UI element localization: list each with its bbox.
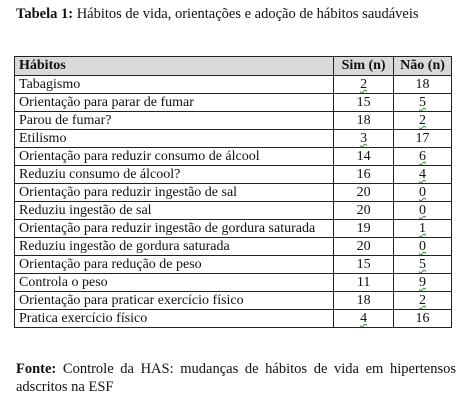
nao-cell — [394, 112, 452, 130]
caption-label: Tabela 1: — [16, 6, 74, 22]
sim-value: 2 — [360, 77, 368, 92]
habit-cell: Parou de fumar? — [15, 112, 334, 130]
nao-cell — [394, 220, 452, 238]
nao-cell: 18 — [394, 76, 452, 94]
sim-value: 4 — [360, 311, 368, 326]
nao-cell — [394, 238, 452, 256]
header-habitos: Hábitos — [15, 57, 334, 76]
sim-value: 3 — [360, 131, 368, 146]
nao-cell — [394, 184, 452, 202]
nao-cell — [394, 292, 452, 310]
nao-value: 2 — [419, 113, 427, 128]
nao-value: 1 — [419, 221, 427, 236]
habit-cell: Etilismo — [15, 130, 334, 148]
nao-value: 2 — [419, 293, 427, 308]
table-row — [15, 112, 452, 130]
sim-cell: 20 — [334, 202, 394, 220]
table-row — [15, 130, 452, 148]
table-row — [15, 166, 452, 184]
table-row — [15, 256, 452, 274]
habit-cell: Reduziu ingestão de gordura saturada — [15, 238, 334, 256]
habit-cell: Orientação para redução de peso — [15, 256, 334, 274]
nao-value: 5 — [419, 95, 427, 110]
sim-cell — [334, 76, 394, 94]
habit-cell: Orientação para reduzir consumo de álcool — [15, 148, 334, 166]
nao-cell — [394, 274, 452, 292]
nao-cell — [394, 166, 452, 184]
sim-cell: 20 — [334, 238, 394, 256]
sim-cell: 14 — [334, 148, 394, 166]
habit-cell: Reduziu ingestão de sal — [15, 202, 334, 220]
caption-text: Hábitos de vida, orientações e adoção de hábitos saudáveis — [73, 6, 419, 22]
habit-cell: Orientação para reduzir ingestão de sal — [15, 184, 334, 202]
nao-cell — [394, 256, 452, 274]
nao-cell — [394, 148, 452, 166]
sim-cell: 16 — [334, 166, 394, 184]
table-row — [15, 202, 452, 220]
nao-value: 5 — [419, 257, 427, 272]
habits-table — [14, 56, 452, 328]
habit-cell: Orientação para praticar exercício físico — [15, 292, 334, 310]
nao-cell: 16 — [394, 310, 452, 328]
source-label: Fonte: — [16, 361, 57, 377]
habit-cell: Orientação para parar de fumar — [15, 94, 334, 112]
habit-cell: Orientação para reduzir ingestão de gordura saturada — [15, 220, 334, 238]
table-row — [15, 292, 452, 310]
table-caption — [16, 6, 419, 23]
nao-cell — [394, 202, 452, 220]
header-nao: Não (n) — [394, 57, 452, 76]
habit-cell: Controla o peso — [15, 274, 334, 292]
nao-cell — [394, 94, 452, 112]
sim-cell: 15 — [334, 94, 394, 112]
sim-cell: 15 — [334, 256, 394, 274]
habit-cell: Tabagismo — [15, 76, 334, 94]
header-sim: Sim (n) — [334, 57, 394, 76]
sim-cell — [334, 310, 394, 328]
table-row — [15, 274, 452, 292]
nao-value: 0 — [419, 185, 427, 200]
nao-value: 0 — [419, 203, 427, 218]
nao-value: 6 — [419, 149, 427, 164]
nao-value: 9 — [419, 275, 427, 290]
table-header-row — [15, 57, 452, 76]
table-row — [15, 310, 452, 328]
sim-cell — [334, 130, 394, 148]
table-row — [15, 148, 452, 166]
nao-value: 4 — [419, 167, 427, 182]
nao-cell: 17 — [394, 130, 452, 148]
table-row — [15, 94, 452, 112]
source-note — [16, 360, 456, 396]
sim-cell: 18 — [334, 112, 394, 130]
source-text: Controle da HAS: mudanças de hábitos de vida em hipertensos adscritos na ESF — [16, 361, 456, 395]
table-row — [15, 76, 452, 94]
table-row — [15, 238, 452, 256]
habit-cell: Reduziu consumo de álcool? — [15, 166, 334, 184]
sim-cell: 19 — [334, 220, 394, 238]
sim-cell: 20 — [334, 184, 394, 202]
sim-cell: 18 — [334, 292, 394, 310]
habit-cell: Pratica exercício físico — [15, 310, 334, 328]
table-row — [15, 184, 452, 202]
table-row — [15, 220, 452, 238]
nao-value: 0 — [419, 239, 427, 254]
sim-cell: 11 — [334, 274, 394, 292]
